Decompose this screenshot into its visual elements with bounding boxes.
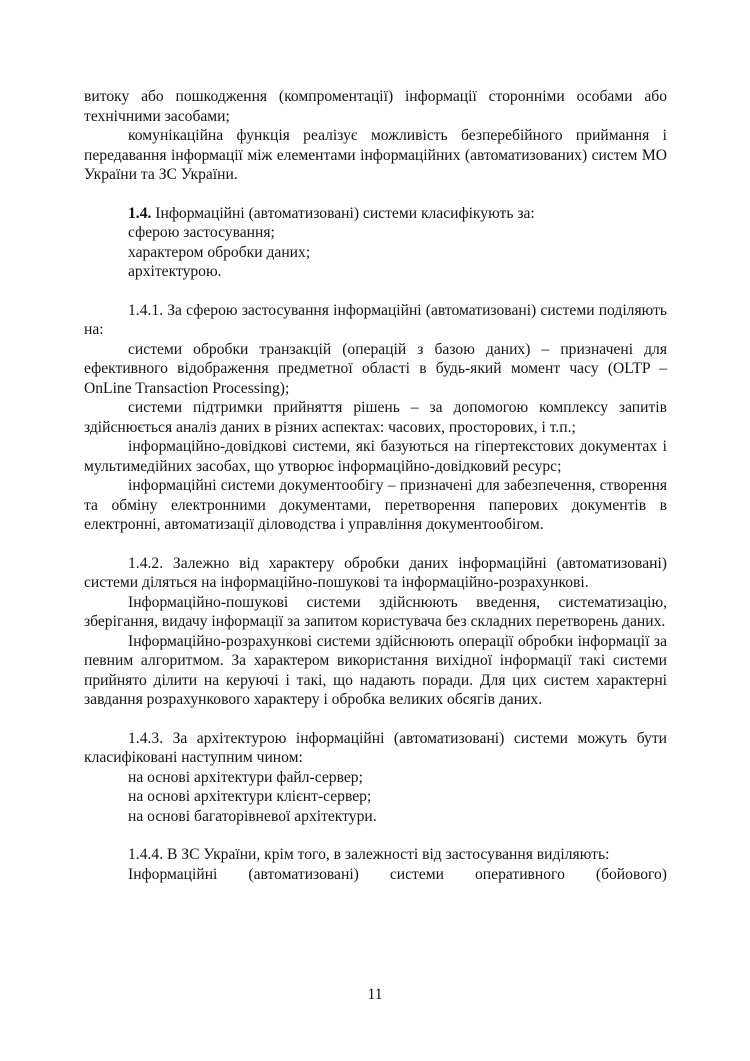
paragraph-gap xyxy=(84,185,667,204)
paragraph-p1: комунікаційна функція реалізує можливість безперебійного приймання і передавання інформації між елементами інформаційних (автоматизованих) систем МО України та ЗС України. xyxy=(84,127,667,183)
paragraph: Інформаційно-розрахункові системи здійснюють операції обробки інформації за певним алгоритмом. За характером використання вихідної інформації такі системи прийнято ділити на керуючі і такі, що надають поради. Для цих систем характерні завдання розрахункового характеру і обробка великих обсягів даних. xyxy=(84,632,667,708)
list-item: інформаційні системи документообігу – призначені для забезпечення, створення та обміну електронними документами, перетворення паперових документів в електронні, автоматизації діловодства і управління документообігом. xyxy=(84,477,667,533)
paragraph-gap xyxy=(84,535,667,554)
list-item: системи обробки транзакцій (операцій з базою даних) – призначені для ефективного відображення предметної області в будь-який момент часу (OLTP – OnLine Transaction Processing); xyxy=(84,340,667,397)
page-text xyxy=(84,87,667,884)
paragraph-gap xyxy=(84,282,667,301)
paragraph-gap xyxy=(84,826,667,845)
list-item: архітектурою. xyxy=(128,263,222,280)
list-item: на основі архітектури файл-сервер; xyxy=(128,768,363,786)
list-item: на основі архітектури клієнт-сервер; xyxy=(128,788,372,805)
section-heading-1-4 xyxy=(84,204,667,224)
paragraph-1-4-2: 1.4.2. Залежно від характеру обробки даних інформаційні (автоматизовані) системи діляться на інформаційно-пошукові та інформаційно-розрахункові. xyxy=(84,554,667,591)
list-item: системи підтримки прийняття рішень – за допомогою комплексу запитів здійснюється аналіз даних в різних аспектах: часових, просторових, і т.п.; xyxy=(84,399,667,436)
list-item: на основі багаторівневої архітектури. xyxy=(128,807,377,825)
paragraph-gap xyxy=(84,710,667,729)
page-number: 11 xyxy=(367,986,383,1003)
paragraph-1-4-3: 1.4.3. За архітектурою інформаційні (автоматизовані) системи можуть бути класифіковані наступним чином: xyxy=(84,729,667,766)
section-number: 1.4. xyxy=(128,204,152,222)
paragraph: Інформаційно-пошукові системи здійснюють введення, систематизацію, зберігання, видачу інформації за запитом користувача без складних перетворень даних. xyxy=(84,593,667,630)
paragraph-1-4-4: 1.4.4. В ЗС України, крім того, в залежності від застосування виділяють: xyxy=(128,846,610,863)
section-heading-text: Інформаційні (автоматизовані) системи класифікують за: xyxy=(151,204,535,222)
paragraph-1-4-1: 1.4.1. За сферою застосування інформаційні (автоматизовані) системи поділяють на: xyxy=(84,301,667,338)
list-item: характером обробки даних; xyxy=(128,243,311,261)
list-item: інформаційно-довідкові системи, які базуються на гіпертекстових документах і мультимедійних засобах, що утворює інформаційно-довідковий ресурс; xyxy=(84,438,667,475)
list-item: сферою застосування; xyxy=(128,224,275,241)
paragraph: Інформаційні (автоматизовані) системи оперативного (бойового) xyxy=(128,865,667,883)
paragraph-p0: витоку або пошкодження (компроментації) інформації сторонніми особами або технічними засобами; xyxy=(84,88,667,125)
